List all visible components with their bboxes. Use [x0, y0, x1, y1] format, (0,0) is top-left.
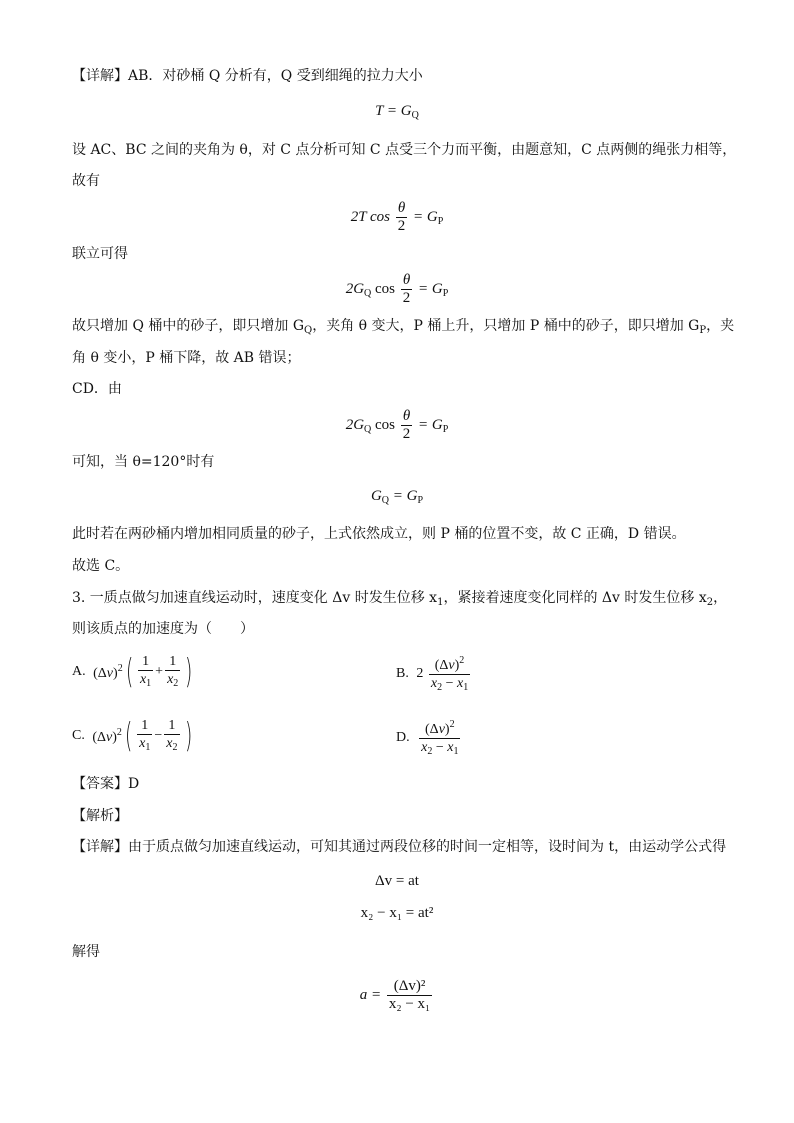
equation-tension: $T = G_Q$ [375, 103, 419, 121]
equation-acceleration: a = $\frac{\text{(Δv)²}}{\text{x₂ − x₁}}$ [359, 978, 431, 1012]
equation-x-diff: x₂ − x₁ = at² [360, 905, 434, 921]
same-mass-line: 此时若在两砂桶内增加相同质量的砂子，上式依然成立，则 P 桶的位置不变，故 C 正确，D 错误。 [72, 526, 686, 542]
q-only-line: 故只增加 Q 桶中的砂子，即只增加 $G_Q$，夹角 θ 变大，P 桶上升，只增加 P 桶中的砂子，即只增加 $G_P$，夹 [72, 318, 735, 336]
solve-line: 解得 [72, 944, 100, 960]
cd-line: CD．由 [72, 381, 122, 397]
option-c: C. $(\Delta v)^2$( $\frac{1}{x_1}$ − $\frac{1}{x_2}$ ) [72, 716, 192, 756]
option-d: D. $\frac{(\Delta v)^2}{x_2 - x_1}$ [396, 716, 462, 760]
option-a: A. $(\Delta v)^2$( $\frac{1}{x_1}$ + $\frac{1}{x_2}$ ) [72, 652, 193, 692]
equation-cd: $2G_Q$ cos $\frac{\theta}{2}$ = $G_P$ [345, 408, 449, 442]
detail-ab-text: AB．对砂桶 Q 分析有，Q 受到细绳的拉力大小 [128, 68, 423, 84]
equation-equal-weights: $G_Q = G_P$ [370, 488, 424, 506]
therefore-line: 故有 [72, 173, 100, 189]
equation-balance: 2T cos $\frac{\theta}{2}$ = $G_P$ [350, 200, 444, 234]
answer-line: 【答案】D [72, 776, 140, 792]
answer-value: D [128, 776, 140, 792]
fraction-theta-half: $\frac{\theta}{2}$ [402, 272, 411, 306]
fraction-theta-half: $\frac{\theta}{2}$ [402, 408, 411, 442]
fraction-theta-half: $\frac{\theta}{2}$ [397, 200, 406, 234]
fraction-acceleration: $\frac{\text{(Δv)²}}{\text{x₂ − x₁}}$ [388, 978, 431, 1012]
when-line: 可知，当 θ=120°时有 [72, 454, 215, 470]
equation-combined: $2G_Q$ cos $\frac{\theta}{2}$ = $G_P$ [345, 272, 449, 306]
detail-2-line: 【详解】由于质点做匀加速直线运动，可知其通过两段位移的时间一定相等，设时间为 t，由运动学公式得 [72, 839, 727, 855]
detail-tag: 【详解】 [72, 68, 128, 84]
option-b: B. 2 $\frac{(\Delta v)^2}{x_2 - x_1}$ [396, 652, 472, 696]
equation-dv-at: Δv = at [375, 873, 419, 889]
detail-ab-line [72, 66, 423, 86]
analysis-tag: 【解析】 [72, 808, 128, 824]
combine-line: 联立可得 [72, 246, 128, 262]
question-3-stem-2: 则该质点的加速度为（ ） [72, 621, 254, 637]
choose-line: 故选 C。 [72, 558, 130, 574]
angle-analysis-line: 设 AC、BC 之间的夹角为 θ，对 C 点分析可知 C 点受三个力而平衡，由题意知，C 点两侧的绳张力相等， [72, 142, 737, 158]
angle-small-line: 角 θ 变小，P 桶下降，故 AB 错误； [72, 350, 301, 366]
question-3-stem: 3. 一质点做匀加速直线运动时，速度变化 Δv 时发生位移 $x_1$，紧接着速度变化同样的 Δv 时发生位移 $x_2$， [72, 590, 728, 608]
